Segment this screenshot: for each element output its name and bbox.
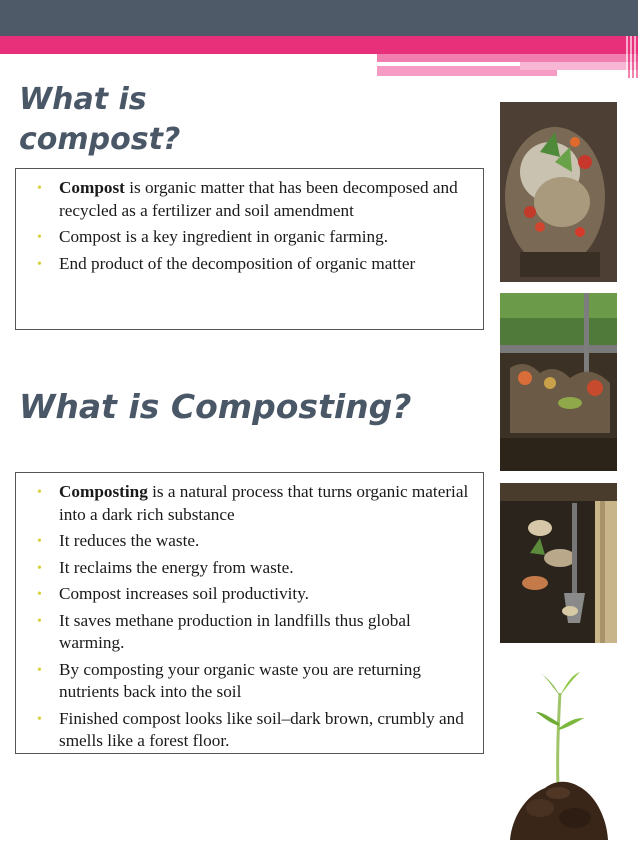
list-item: [26, 557, 473, 580]
bullet-icon: •: [37, 613, 42, 629]
header-stripes: [626, 36, 638, 78]
seedling-image: [500, 668, 617, 846]
list-item: [26, 177, 473, 222]
list-item: [26, 481, 473, 526]
bullet-icon: •: [37, 256, 42, 272]
bullet-icon: •: [37, 587, 42, 602]
list-item: [26, 610, 473, 655]
bullet-icon: •: [37, 662, 42, 678]
list-item-text: End product of the decomposition of organic matter: [59, 253, 416, 273]
bullet-icon: •: [37, 711, 42, 727]
list-item: [26, 708, 473, 753]
compost-pile-photo: [500, 102, 617, 282]
header-accent-bar: [377, 54, 638, 62]
compost-bin-photo: [500, 293, 617, 471]
list-item: [26, 583, 473, 606]
header-accent-bar-tertiary: [520, 62, 638, 70]
header-banner: [0, 0, 638, 36]
list-item-text: is a natural process that turns organic material into a dark rich substance: [59, 482, 469, 524]
bullet-icon: •: [37, 181, 42, 196]
bullet-icon: •: [37, 230, 42, 245]
list-item-text: is organic matter that has been decomposed and recycled as a fertilizer and soil amendment: [59, 178, 458, 220]
compost-pile-image: [500, 102, 617, 282]
list-item-bold: Compost: [59, 178, 125, 197]
title-line-1: What is: [19, 82, 147, 117]
compost-shovel-photo: [500, 483, 617, 643]
list-item: [26, 659, 473, 704]
list-item-text: By composting your organic waste you are returning nutrients back into the soil: [59, 659, 421, 701]
bullet-icon: •: [37, 560, 42, 576]
list-item-text: It reclaims the energy from waste.: [59, 557, 294, 577]
bullet-icon: •: [37, 534, 42, 549]
list-item-text: Compost increases soil productivity.: [59, 584, 309, 603]
compost-list: [26, 177, 473, 275]
section-title-compost: [19, 80, 219, 160]
list-item-text: Compost is a key ingredient in organic farming.: [59, 227, 389, 246]
seedling-illustration: [500, 668, 617, 846]
list-item-text: It saves methane production in landfills thus global warming.: [59, 610, 411, 652]
compost-shovel-image: [500, 483, 617, 643]
title-line-2: compost?: [19, 122, 181, 157]
compost-bin-image: [500, 293, 617, 471]
section-title-composting: What is Composting?: [19, 387, 412, 426]
header-accent-stripe: [0, 36, 638, 54]
list-item: [26, 530, 473, 553]
composting-list: [26, 481, 473, 753]
list-item: [26, 253, 473, 276]
bullet-icon: •: [37, 485, 42, 500]
list-item: [26, 226, 473, 249]
list-item-text: It reduces the waste.: [59, 531, 200, 550]
compost-definition-box: [15, 168, 484, 330]
list-item-bold: Composting: [59, 482, 148, 501]
list-item-text: Finished compost looks like soil–dark brown, crumbly and smells like a forest floor.: [59, 708, 464, 750]
composting-definition-box: [15, 472, 484, 754]
